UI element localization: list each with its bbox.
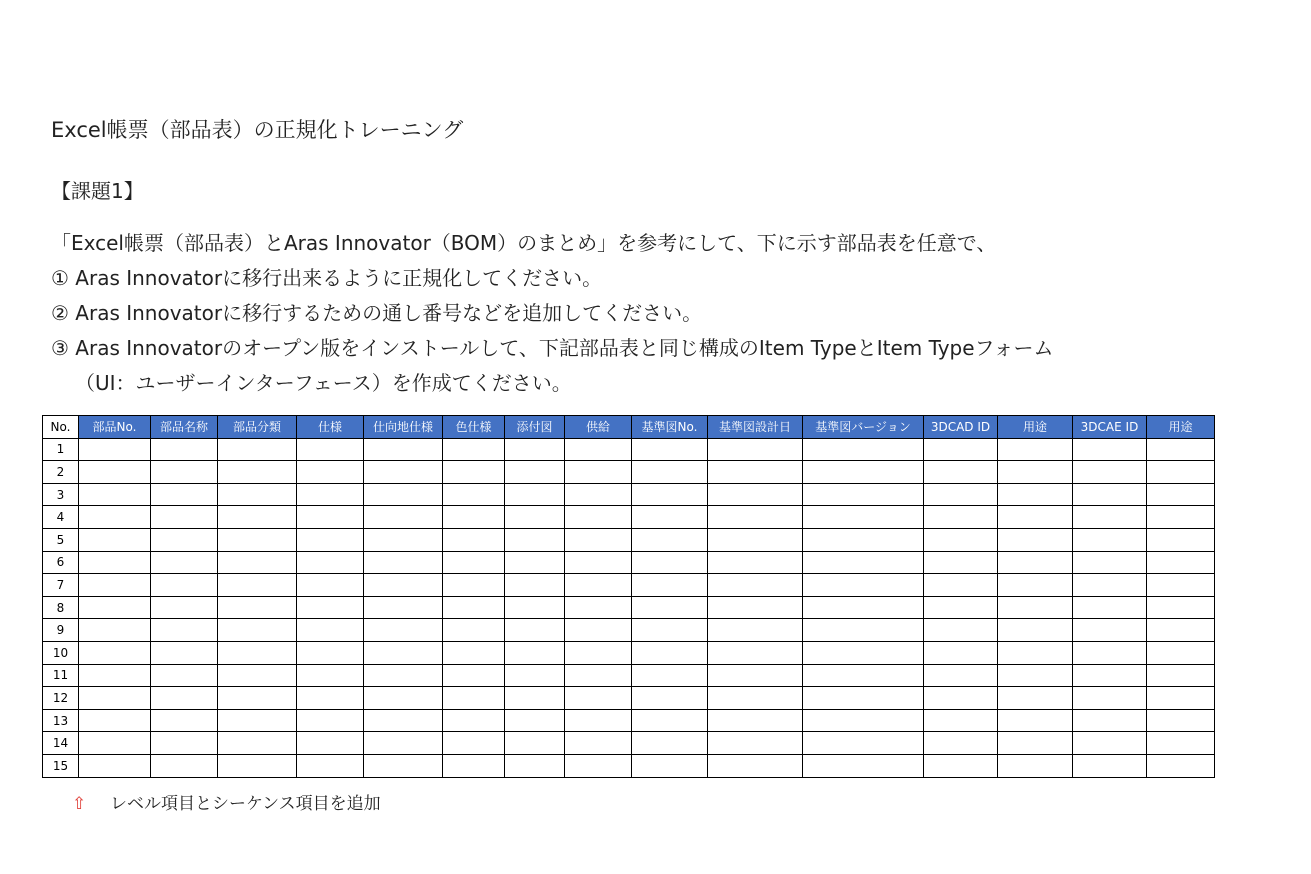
table-cell[interactable] (297, 574, 364, 597)
table-cell[interactable] (79, 438, 151, 461)
table-cell[interactable] (297, 687, 364, 710)
table-cell[interactable] (364, 438, 443, 461)
table-cell[interactable] (998, 483, 1073, 506)
table-cell[interactable] (443, 528, 505, 551)
header-part-no: 部品No. (79, 416, 151, 439)
table-cell[interactable] (998, 687, 1073, 710)
table-cell[interactable] (364, 596, 443, 619)
table-cell[interactable] (505, 732, 565, 755)
table-cell[interactable] (79, 687, 151, 710)
table-cell[interactable] (998, 732, 1073, 755)
row-number: 2 (43, 461, 79, 484)
table-cell[interactable] (565, 619, 632, 642)
table-cell[interactable] (632, 438, 708, 461)
table-cell[interactable] (443, 641, 505, 664)
table-cell[interactable] (803, 619, 924, 642)
table-cell[interactable] (218, 461, 297, 484)
table-cell[interactable] (1073, 506, 1147, 529)
table-cell[interactable] (505, 687, 565, 710)
table-cell[interactable] (364, 754, 443, 777)
table-row (43, 574, 1215, 597)
table-cell[interactable] (79, 732, 151, 755)
row-number: 8 (43, 596, 79, 619)
table-cell[interactable] (297, 641, 364, 664)
table-cell[interactable] (708, 709, 803, 732)
table-cell[interactable] (998, 506, 1073, 529)
table-cell[interactable] (79, 574, 151, 597)
table-cell[interactable] (708, 483, 803, 506)
table-cell[interactable] (632, 461, 708, 484)
table-cell[interactable] (364, 506, 443, 529)
table-cell[interactable] (1147, 709, 1215, 732)
table-cell[interactable] (1073, 483, 1147, 506)
table-cell[interactable] (297, 709, 364, 732)
table-cell[interactable] (803, 438, 924, 461)
table-cell[interactable] (565, 754, 632, 777)
table-cell[interactable] (79, 664, 151, 687)
table-cell[interactable] (151, 619, 218, 642)
table-cell[interactable] (1147, 528, 1215, 551)
table-cell[interactable] (1073, 551, 1147, 574)
table-cell[interactable] (151, 641, 218, 664)
table-cell[interactable] (803, 732, 924, 755)
table-cell[interactable] (924, 754, 998, 777)
table-cell[interactable] (1147, 664, 1215, 687)
table-cell[interactable] (297, 732, 364, 755)
instructions (51, 228, 1054, 403)
row-number: 10 (43, 641, 79, 664)
header-3dcad-id: 3DCAD ID (924, 416, 998, 439)
table-cell[interactable] (79, 596, 151, 619)
table-cell[interactable] (218, 528, 297, 551)
header-usage-1: 用途 (998, 416, 1073, 439)
table-cell[interactable] (924, 732, 998, 755)
table-cell[interactable] (708, 574, 803, 597)
table-cell[interactable] (803, 551, 924, 574)
table-cell[interactable] (364, 641, 443, 664)
table-cell[interactable] (803, 754, 924, 777)
table-cell[interactable] (443, 506, 505, 529)
table-cell[interactable] (1073, 664, 1147, 687)
table-cell[interactable] (151, 754, 218, 777)
table-cell[interactable] (803, 687, 924, 710)
table-cell[interactable] (1147, 461, 1215, 484)
header-supply: 供給 (565, 416, 632, 439)
table-cell[interactable] (297, 664, 364, 687)
table-cell[interactable] (924, 596, 998, 619)
table-cell[interactable] (364, 709, 443, 732)
header-ref-drawing-date: 基準図設計日 (708, 416, 803, 439)
table-cell[interactable] (708, 754, 803, 777)
table-cell[interactable] (998, 461, 1073, 484)
table-cell[interactable] (218, 596, 297, 619)
table-cell[interactable] (565, 461, 632, 484)
table-cell[interactable] (218, 664, 297, 687)
table-cell[interactable] (79, 641, 151, 664)
table-cell[interactable] (505, 551, 565, 574)
table-cell[interactable] (364, 687, 443, 710)
table-cell[interactable] (632, 483, 708, 506)
instruction-3: ③ Aras Innovatorのオープン版をインストールして、下記部品表と同じ構成のItem TypeとItem Typeフォーム (51, 336, 1054, 360)
table-cell[interactable] (632, 506, 708, 529)
table-cell[interactable] (803, 483, 924, 506)
table-cell[interactable] (924, 619, 998, 642)
row-number: 13 (43, 709, 79, 732)
table-cell[interactable] (297, 754, 364, 777)
table-cell[interactable] (151, 528, 218, 551)
table-cell[interactable] (924, 641, 998, 664)
table-cell[interactable] (632, 664, 708, 687)
table-cell[interactable] (708, 687, 803, 710)
table-cell[interactable] (443, 551, 505, 574)
table-cell[interactable] (151, 664, 218, 687)
table-cell[interactable] (1147, 574, 1215, 597)
table-cell[interactable] (565, 732, 632, 755)
up-arrow-icon: ⇧ (72, 794, 87, 814)
header-color-spec: 色仕様 (443, 416, 505, 439)
table-cell[interactable] (924, 574, 998, 597)
table-cell[interactable] (364, 461, 443, 484)
table-cell[interactable] (924, 506, 998, 529)
table-row (43, 664, 1215, 687)
parts-table (42, 415, 1215, 778)
table-cell[interactable] (218, 709, 297, 732)
table-cell[interactable] (803, 664, 924, 687)
row-number: 9 (43, 619, 79, 642)
table-cell[interactable] (565, 551, 632, 574)
table-cell[interactable] (297, 438, 364, 461)
table-cell[interactable] (505, 596, 565, 619)
header-attachment: 添付図 (505, 416, 565, 439)
table-cell[interactable] (79, 506, 151, 529)
table-row (43, 483, 1215, 506)
table-cell[interactable] (632, 732, 708, 755)
table-cell[interactable] (79, 619, 151, 642)
table-cell[interactable] (297, 506, 364, 529)
table-cell[interactable] (443, 687, 505, 710)
table-row (43, 619, 1215, 642)
table-cell[interactable] (924, 483, 998, 506)
table-cell[interactable] (151, 574, 218, 597)
row-number: 1 (43, 438, 79, 461)
table-row (43, 596, 1215, 619)
table-cell[interactable] (364, 528, 443, 551)
table-cell[interactable] (1073, 596, 1147, 619)
header-part-name: 部品名称 (151, 416, 218, 439)
table-cell[interactable] (1073, 619, 1147, 642)
table-cell[interactable] (924, 709, 998, 732)
table-cell[interactable] (998, 709, 1073, 732)
table-cell[interactable] (632, 574, 708, 597)
instruction-2: ② Aras Innovatorに移行するための通し番号などを追加してください。 (51, 301, 703, 325)
table-cell[interactable] (632, 687, 708, 710)
table-cell[interactable] (803, 709, 924, 732)
table-cell[interactable] (565, 528, 632, 551)
table-cell[interactable] (803, 574, 924, 597)
table-cell[interactable] (364, 551, 443, 574)
table-cell[interactable] (708, 528, 803, 551)
table-note (72, 789, 381, 814)
table-cell[interactable] (505, 664, 565, 687)
table-cell[interactable] (364, 732, 443, 755)
table-cell[interactable] (443, 483, 505, 506)
table-row (43, 687, 1215, 710)
table-cell[interactable] (151, 687, 218, 710)
table-cell[interactable] (505, 574, 565, 597)
table-cell[interactable] (1073, 732, 1147, 755)
table-cell[interactable] (1147, 483, 1215, 506)
table-cell[interactable] (998, 438, 1073, 461)
table-cell[interactable] (803, 461, 924, 484)
row-number: 5 (43, 528, 79, 551)
table-cell[interactable] (632, 551, 708, 574)
table-row (43, 732, 1215, 755)
table-cell[interactable] (565, 438, 632, 461)
table-cell[interactable] (505, 709, 565, 732)
table-cell[interactable] (151, 596, 218, 619)
table-cell[interactable] (443, 619, 505, 642)
table-cell[interactable] (1073, 641, 1147, 664)
table-cell[interactable] (364, 619, 443, 642)
row-number: 4 (43, 506, 79, 529)
header-destination-spec: 仕向地仕様 (364, 416, 443, 439)
table-cell[interactable] (505, 506, 565, 529)
header-ref-drawing-no: 基準図No. (632, 416, 708, 439)
table-cell[interactable] (505, 528, 565, 551)
table-cell[interactable] (151, 461, 218, 484)
table-cell[interactable] (443, 461, 505, 484)
table-cell[interactable] (565, 664, 632, 687)
table-cell[interactable] (218, 687, 297, 710)
row-number: 15 (43, 754, 79, 777)
table-cell[interactable] (218, 506, 297, 529)
table-cell[interactable] (998, 754, 1073, 777)
table-cell[interactable] (924, 461, 998, 484)
table-cell[interactable] (505, 438, 565, 461)
table-cell[interactable] (1147, 641, 1215, 664)
table-row (43, 551, 1215, 574)
table-cell[interactable] (79, 461, 151, 484)
table-cell[interactable] (79, 754, 151, 777)
table-cell[interactable] (708, 664, 803, 687)
table-row (43, 709, 1215, 732)
table-cell[interactable] (218, 754, 297, 777)
table-cell[interactable] (924, 551, 998, 574)
row-number: 12 (43, 687, 79, 710)
table-cell[interactable] (443, 596, 505, 619)
table-cell[interactable] (218, 641, 297, 664)
table-cell[interactable] (924, 664, 998, 687)
table-cell[interactable] (218, 483, 297, 506)
table-cell[interactable] (632, 619, 708, 642)
table-cell[interactable] (297, 551, 364, 574)
table-cell[interactable] (708, 551, 803, 574)
table-cell[interactable] (218, 732, 297, 755)
table-cell[interactable] (218, 438, 297, 461)
table-row (43, 461, 1215, 484)
table-cell[interactable] (1147, 732, 1215, 755)
table-cell[interactable] (364, 664, 443, 687)
table-cell[interactable] (924, 438, 998, 461)
table-cell[interactable] (803, 596, 924, 619)
table-cell[interactable] (218, 551, 297, 574)
table-cell[interactable] (1147, 438, 1215, 461)
header-no: No. (43, 416, 79, 439)
table-row (43, 641, 1215, 664)
row-number: 7 (43, 574, 79, 597)
table-cell[interactable] (708, 461, 803, 484)
table-cell[interactable] (151, 483, 218, 506)
table-cell[interactable] (151, 506, 218, 529)
table-cell[interactable] (565, 483, 632, 506)
table-cell[interactable] (218, 619, 297, 642)
table-cell[interactable] (708, 596, 803, 619)
table-cell[interactable] (708, 732, 803, 755)
table-cell[interactable] (364, 483, 443, 506)
table-cell[interactable] (1147, 596, 1215, 619)
table-cell[interactable] (998, 528, 1073, 551)
table-cell[interactable] (443, 709, 505, 732)
table-cell[interactable] (443, 754, 505, 777)
table-cell[interactable] (632, 641, 708, 664)
table-header-row (43, 416, 1215, 439)
table-cell[interactable] (803, 528, 924, 551)
table-cell[interactable] (79, 709, 151, 732)
table-cell[interactable] (364, 574, 443, 597)
table-cell[interactable] (151, 551, 218, 574)
table-cell[interactable] (1147, 619, 1215, 642)
note-text: レベル項目とシーケンス項目を追加 (110, 794, 381, 814)
table-cell[interactable] (505, 754, 565, 777)
row-number: 11 (43, 664, 79, 687)
table-cell[interactable] (443, 438, 505, 461)
table-cell[interactable] (565, 506, 632, 529)
table-cell[interactable] (1073, 438, 1147, 461)
header-spec: 仕様 (297, 416, 364, 439)
table-cell[interactable] (803, 641, 924, 664)
table-cell[interactable] (1073, 754, 1147, 777)
table-cell[interactable] (632, 596, 708, 619)
table-cell[interactable] (632, 709, 708, 732)
table-cell[interactable] (998, 596, 1073, 619)
table-cell[interactable] (505, 483, 565, 506)
table-cell[interactable] (708, 506, 803, 529)
table-cell[interactable] (1073, 687, 1147, 710)
table-cell[interactable] (505, 619, 565, 642)
table-cell[interactable] (1147, 506, 1215, 529)
table-cell[interactable] (1073, 461, 1147, 484)
table-cell[interactable] (632, 754, 708, 777)
table-cell[interactable] (443, 664, 505, 687)
table-cell[interactable] (443, 574, 505, 597)
document-title: Excel帳票（部品表）の正規化トレーニング (51, 118, 464, 142)
table-cell[interactable] (1073, 709, 1147, 732)
table-row (43, 528, 1215, 551)
table-row (43, 754, 1215, 777)
header-usage-2: 用途 (1147, 416, 1215, 439)
instruction-intro: 「Excel帳票（部品表）とAras Innovator（BOM）のまとめ」を参考にして、下に示す部品表を任意で、 (51, 231, 997, 255)
task-heading: 【課題1】 (51, 179, 144, 203)
table-cell[interactable] (708, 641, 803, 664)
table-cell[interactable] (803, 506, 924, 529)
table-cell[interactable] (297, 461, 364, 484)
table-cell[interactable] (218, 574, 297, 597)
row-number: 6 (43, 551, 79, 574)
table-cell[interactable] (1147, 687, 1215, 710)
table-cell[interactable] (151, 732, 218, 755)
table-cell[interactable] (505, 641, 565, 664)
table-cell[interactable] (565, 709, 632, 732)
table-cell[interactable] (297, 596, 364, 619)
header-part-category: 部品分類 (218, 416, 297, 439)
header-3dcae-id: 3DCAE ID (1073, 416, 1147, 439)
table-cell[interactable] (1147, 551, 1215, 574)
table-cell[interactable] (79, 483, 151, 506)
instruction-3-continued: （UI：ユーザーインターフェース）を作成てください。 (75, 371, 572, 395)
table-cell[interactable] (998, 619, 1073, 642)
table-cell[interactable] (297, 528, 364, 551)
table-cell[interactable] (443, 732, 505, 755)
table-cell[interactable] (998, 664, 1073, 687)
table-cell[interactable] (924, 687, 998, 710)
table-cell[interactable] (998, 641, 1073, 664)
table-cell[interactable] (1147, 754, 1215, 777)
row-number: 14 (43, 732, 79, 755)
table-cell[interactable] (708, 438, 803, 461)
table-cell[interactable] (505, 461, 565, 484)
row-number: 3 (43, 483, 79, 506)
table-cell[interactable] (297, 619, 364, 642)
table-cell[interactable] (79, 551, 151, 574)
table-row (43, 438, 1215, 461)
table-cell[interactable] (565, 687, 632, 710)
table-cell[interactable] (565, 641, 632, 664)
table-cell[interactable] (79, 528, 151, 551)
instruction-1: ① Aras Innovatorに移行出来るように正規化してください。 (51, 266, 603, 290)
table-cell[interactable] (565, 596, 632, 619)
table-cell[interactable] (1073, 574, 1147, 597)
table-cell[interactable] (565, 574, 632, 597)
table-cell[interactable] (297, 483, 364, 506)
table-cell[interactable] (708, 619, 803, 642)
table-cell[interactable] (632, 528, 708, 551)
table-cell[interactable] (1073, 528, 1147, 551)
table-cell[interactable] (998, 551, 1073, 574)
table-cell[interactable] (151, 438, 218, 461)
table-row (43, 506, 1215, 529)
table-cell[interactable] (998, 574, 1073, 597)
table-cell[interactable] (924, 528, 998, 551)
table-cell[interactable] (151, 709, 218, 732)
header-ref-drawing-version: 基準図バージョン (803, 416, 924, 439)
